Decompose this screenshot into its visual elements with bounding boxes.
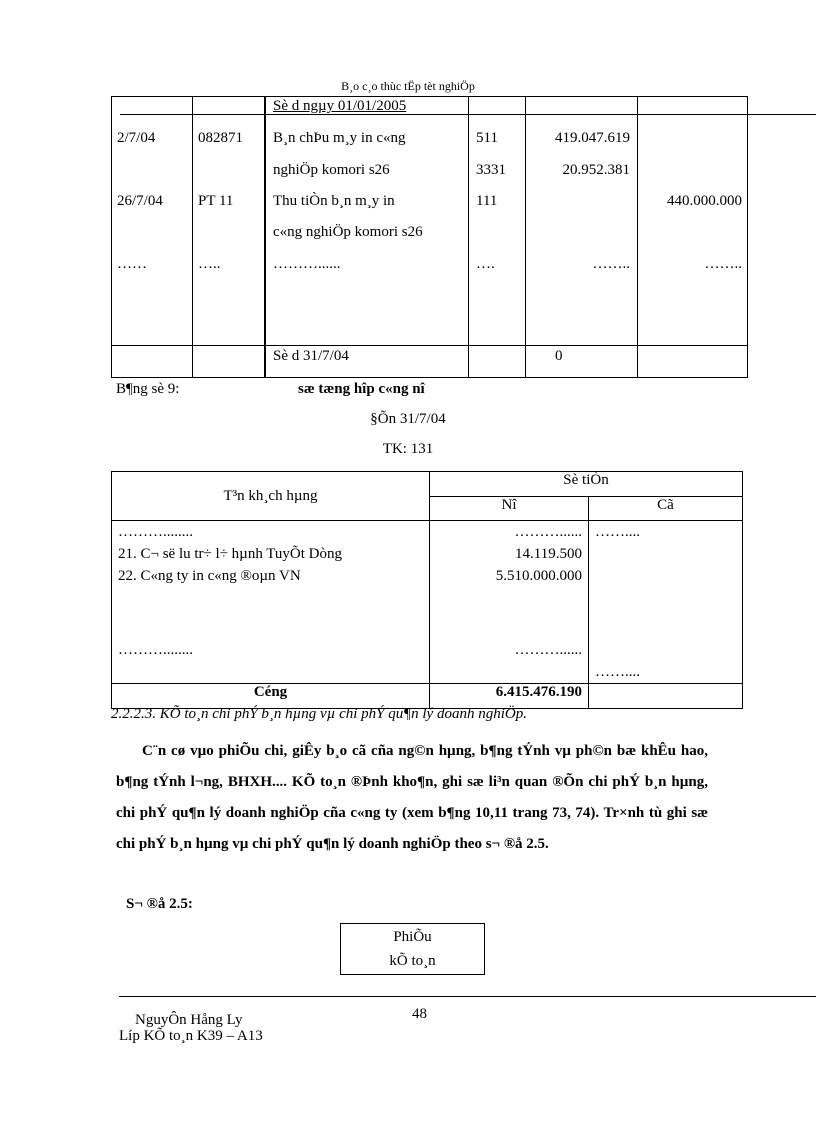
ledger-rule bbox=[747, 96, 748, 377]
paragraph-text: C¨n cø vµo phiÕu chi, giÊy b¸o cã cña ng©n hµng, b¶ng tÝnh vµ ph©n bæ khÊu hao, b¶ng tÝnh l¬ng, BHXH.... KÕ to¸n ®Þnh kho¶n, ghi sæ li³n quan ®Õn chi phÝ b¸n hµng, chi phÝ qu¶n lý doanh nghiÖp cña c«ng ty (xem b¶ng 10,11 trang 73, 74). Tr×nh tù ghi sæ chi phÝ b¸n hµng vµ chi phÝ qu¶n lý doanh nghiÖp theo s¬ ®å 2.5. bbox=[116, 743, 708, 852]
page-number: 48 bbox=[412, 1006, 427, 1022]
list-item: …….... bbox=[595, 524, 640, 540]
table-caption-label: B¶ng sè 9: bbox=[116, 381, 180, 397]
total-credit bbox=[589, 684, 743, 709]
ledger-date: 2/7/04 bbox=[117, 130, 156, 146]
ledger-closing-debit: 0 bbox=[555, 348, 563, 364]
ledger-ellipsis: …….. bbox=[592, 256, 630, 272]
ledger-desc: c«ng nghiÖp komori s26 bbox=[273, 224, 423, 240]
ledger-date: 26/7/04 bbox=[117, 193, 163, 209]
ledger-opening-balance: Sè d ngµy 01/01/2005 bbox=[273, 98, 407, 114]
ledger-debit: 419.047.619 bbox=[555, 130, 630, 146]
ledger-debit: 20.952.381 bbox=[562, 162, 630, 178]
list-item: 14.119.500 bbox=[515, 546, 582, 562]
ledger-ellipsis: ….. bbox=[198, 256, 221, 272]
ledger-account: 3331 bbox=[476, 162, 506, 178]
period-line: §Õn 31/7/04 bbox=[370, 411, 446, 427]
col-header-customer: T³n kh¸ch hµng bbox=[112, 472, 430, 521]
list-item: ………........ bbox=[118, 524, 193, 540]
ledger-doc: PT 11 bbox=[198, 193, 234, 209]
ledger-doc: 082871 bbox=[198, 130, 243, 146]
list-item: 5.510.000.000 bbox=[495, 568, 582, 584]
ledger-rule bbox=[468, 96, 469, 377]
ledger-rule bbox=[637, 96, 638, 377]
section-title: 2.2.2.3. KÕ to¸n chi phÝ b¸n hµng vµ chi phÝ qu¶n lý doanh nghiÖp. bbox=[111, 706, 527, 722]
list-item: ………........ bbox=[118, 642, 193, 658]
ledger-rule bbox=[192, 96, 193, 377]
diagram-label: S¬ ®å 2.5: bbox=[126, 896, 193, 912]
total-debit: 6.415.476.190 bbox=[430, 684, 589, 709]
ledger-ellipsis: …. bbox=[476, 256, 495, 272]
credit-cell bbox=[589, 521, 743, 684]
debt-summary-table bbox=[111, 471, 743, 709]
ledger-desc: nghiÖp komori s26 bbox=[273, 162, 390, 178]
ledger-account: 111 bbox=[476, 193, 498, 209]
ledger-desc: Thu tiÒn b¸n m¸y in bbox=[273, 193, 395, 209]
footer-author: NguyÔn Hång Ly bbox=[135, 1012, 243, 1028]
list-item: …….... bbox=[595, 664, 640, 680]
ledger-rule bbox=[111, 345, 748, 346]
ledger-credit: 440.000.000 bbox=[667, 193, 742, 209]
total-label: Céng bbox=[112, 684, 430, 709]
col-header-amount: Sè tiÒn bbox=[430, 472, 743, 497]
list-item: 22. C«ng ty in c«ng ®oµn VN bbox=[118, 568, 301, 584]
page-header: B¸o c¸o thùc tËp tèt nghiÖp bbox=[341, 79, 475, 93]
col-header-debit: Nî bbox=[430, 496, 589, 521]
body-paragraph bbox=[116, 736, 708, 860]
ledger-ellipsis: ………...... bbox=[273, 256, 341, 272]
footer-class: Líp KÕ to¸n K39 – A13 bbox=[119, 1028, 263, 1044]
ledger-rule bbox=[264, 96, 266, 377]
debit-cell bbox=[430, 521, 589, 684]
footer-divider bbox=[119, 996, 816, 997]
ledger-rule bbox=[111, 96, 112, 377]
diagram-box-line: PhiÕu bbox=[393, 929, 432, 945]
list-item: ………...... bbox=[514, 642, 582, 658]
ledger-account: 511 bbox=[476, 130, 498, 146]
ledger-desc: B¸n chÞu m¸y in c«ng bbox=[273, 130, 406, 146]
diagram-box-line: kÕ to¸n bbox=[389, 953, 436, 969]
ledger-ellipsis: …… bbox=[117, 256, 147, 272]
col-header-credit: Cã bbox=[589, 496, 743, 521]
account-line: TK: 131 bbox=[382, 441, 434, 457]
ledger-ellipsis: …….. bbox=[704, 256, 742, 272]
ledger-rule bbox=[111, 96, 748, 97]
list-item: 21. C¬ së lu tr÷ l÷ hµnh TuyÕt Dòng bbox=[118, 546, 343, 562]
ledger-rule bbox=[525, 96, 526, 377]
table-caption-title: sæ tæng hîp c«ng nî bbox=[298, 381, 425, 397]
ledger-closing-label: Sè d 31/7/04 bbox=[273, 348, 349, 364]
list-item: ………...... bbox=[514, 524, 582, 540]
ledger-rule bbox=[111, 377, 748, 378]
diagram-box bbox=[340, 923, 485, 975]
customer-cell bbox=[112, 521, 430, 684]
